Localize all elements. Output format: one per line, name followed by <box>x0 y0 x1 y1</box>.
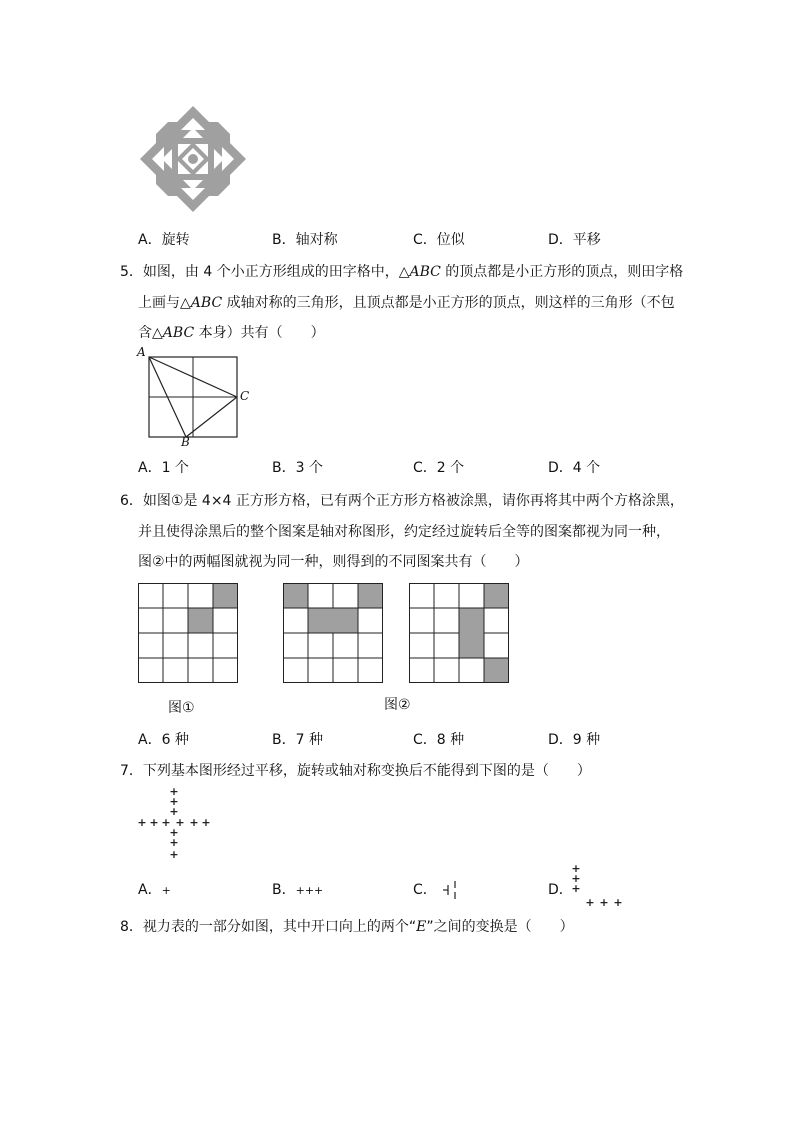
svg-text:+: + <box>169 826 179 839</box>
svg-text:+: + <box>613 896 623 909</box>
svg-text:+: + <box>571 872 581 885</box>
q5-text: 本身）共有（ ） <box>194 325 325 341</box>
q5-label-a: A <box>137 345 146 359</box>
q5-abc: ABC <box>190 295 223 311</box>
q6-grid-figure-2a <box>283 583 383 683</box>
q7-option-a-label: A． <box>138 882 162 898</box>
q6-option-d[interactable]: D．9 种 <box>548 732 601 748</box>
q7-option-d-plus-shape-icon <box>568 862 628 910</box>
q5-label-b: B <box>181 435 190 449</box>
q7-option-d-label: D． <box>548 882 573 898</box>
q8-text: ”之间的变换是（ ） <box>426 919 574 935</box>
q6-grid-figure-2b <box>409 583 509 683</box>
q6-option-a[interactable]: A．6 种 <box>138 732 189 748</box>
q7-option-c-bracket-icon <box>441 879 461 901</box>
svg-text:+: + <box>169 786 179 798</box>
svg-text:+: + <box>169 848 179 861</box>
q7-option-a-plus-icon: + <box>161 884 171 897</box>
q7-stem-line1: 7．下列基本图形经过平移，旋转或轴对称变换后不能得到下图的是（ ） <box>120 763 591 779</box>
svg-text:+: + <box>149 816 159 829</box>
q4-option-a[interactable]: A．旋转 <box>138 232 190 248</box>
q6-caption-1: 图① <box>168 700 195 716</box>
q5-text: 的顶点都是小正方形的顶点，则田字格 <box>440 264 684 280</box>
q6-option-c[interactable]: C．8 种 <box>413 732 465 748</box>
svg-text:+: + <box>169 795 179 808</box>
q6-stem-line3: 图②中的两幅图就视为同一种，则得到的不同图案共有（ ） <box>138 554 529 570</box>
q5-abc: ABC <box>162 325 195 341</box>
q6-grid-figure-1 <box>138 583 238 683</box>
svg-text:+: + <box>137 816 147 829</box>
q5-text: 含△ <box>138 325 163 341</box>
q8-e-letter: E <box>416 919 427 935</box>
svg-text:+: + <box>169 836 179 849</box>
svg-text:+: + <box>175 816 185 829</box>
svg-text:+: + <box>201 816 211 829</box>
q7-option-c[interactable] <box>413 879 461 901</box>
q5-text: 上画与△ <box>138 295 191 311</box>
q4-pattern-figure <box>138 104 248 214</box>
q7-option-b-label: B． <box>272 882 296 898</box>
q5-option-b[interactable]: B．3 个 <box>272 460 323 476</box>
q7-option-c-label: C． <box>413 882 437 898</box>
q5-stem-line1 <box>120 261 683 281</box>
q4-option-d[interactable]: D．平移 <box>548 232 601 248</box>
svg-text:+: + <box>571 862 581 875</box>
q4-option-c[interactable]: C．位似 <box>413 232 465 248</box>
svg-text:+: + <box>599 896 609 909</box>
svg-text:+: + <box>571 882 581 895</box>
svg-text:+: + <box>169 805 179 818</box>
q5-text: 成轴对称的三角形，且顶点都是小正方形的顶点，则这样的三角形（不包 <box>222 295 675 311</box>
q5-stem-line2 <box>138 292 675 312</box>
svg-text:+: + <box>161 816 171 829</box>
q5-option-d[interactable]: D．4 个 <box>548 460 601 476</box>
q5-grid-figure <box>134 345 254 449</box>
q8-stem-line1 <box>120 916 574 936</box>
q6-caption-2: 图② <box>384 697 411 713</box>
q8-text: 8．视力表的一部分如图，其中开口向上的两个“ <box>120 919 417 935</box>
q6-option-b[interactable]: B．7 种 <box>272 732 323 748</box>
q5-text: 5．如图，由 4 个小正方形组成的田字格中，△ <box>120 264 410 280</box>
q4-option-b[interactable]: B．轴对称 <box>272 232 338 248</box>
q6-stem-line2: 并且使得涂黑后的整个图案是轴对称图形，约定经过旋转后全等的图案都视为同一种， <box>138 524 670 540</box>
q5-abc: ABC <box>409 264 441 280</box>
q6-stem-line1: 6．如图①是 4×4 正方形方格，已有两个正方形方格被涂黑，请你再将其中两个方格涂黑， <box>120 493 684 509</box>
q7-option-b[interactable] <box>272 879 323 899</box>
q5-label-c: C <box>240 389 250 403</box>
q5-option-a[interactable]: A．1 个 <box>138 460 189 476</box>
q5-option-c[interactable]: C．2 个 <box>413 460 465 476</box>
q7-cross-figure <box>134 786 214 862</box>
q5-stem-line3 <box>138 322 325 342</box>
svg-text:+: + <box>585 896 595 909</box>
svg-text:+: + <box>189 816 199 829</box>
q7-option-a[interactable] <box>138 879 171 899</box>
q7-option-b-triple-plus-icon: +++ <box>295 884 324 897</box>
